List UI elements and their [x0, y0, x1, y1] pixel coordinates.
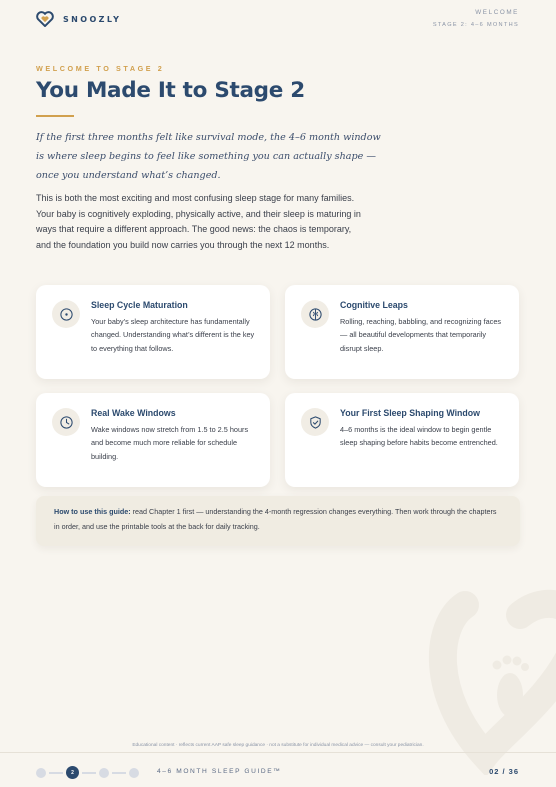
page-title: You Made It to Stage 2	[36, 78, 305, 103]
page-number: 02 / 36	[489, 767, 519, 776]
progress-step	[129, 768, 139, 778]
title-divider	[36, 115, 74, 117]
section-label: WELCOME	[475, 9, 519, 16]
card-description: 4–6 months is the ideal window to begin gentle sleep shaping before habits become entrenched.	[340, 425, 498, 448]
footer-divider	[0, 752, 556, 753]
note-label: How to use this guide:	[54, 507, 131, 516]
brand-name: SNOOZLY	[63, 14, 122, 24]
card-wake-windows	[36, 393, 270, 487]
guide-note	[36, 496, 520, 546]
header-meta	[433, 9, 519, 28]
brain-icon	[301, 300, 329, 328]
guide-title: 4–6 MONTH SLEEP GUIDE™	[157, 768, 282, 775]
progress-connector	[82, 772, 96, 774]
card-description: Rolling, reaching, babbling, and recognizing faces — all beautiful developments that temporarily disrupt sleep.	[340, 317, 502, 353]
progress-connector	[49, 772, 63, 774]
lede-paragraph: If the first three months felt like survival mode, the 4–6 month window is where sleep begins to feel like something you can actually shape — once you understand what’s changed.	[36, 132, 381, 181]
progress-step	[36, 768, 46, 778]
heart-logo-icon	[36, 11, 54, 27]
card-sleep-cycle	[36, 285, 270, 379]
card-description: Wake windows now stretch from 1.5 to 2.5 hours and become much more reliable for schedule building.	[91, 425, 249, 461]
note-text: read Chapter 1 first — understanding the 4-month regression changes everything. Then work through the chapters in order, and use the printable tools at the back for daily tracking.	[54, 507, 497, 531]
card-title: Cognitive Leaps	[340, 300, 408, 310]
card-description: Your baby’s sleep architecture has fundamentally changed. Understanding what’s different is the key to everything that follows.	[91, 317, 255, 353]
card-cognitive-leaps	[285, 285, 519, 379]
progress-connector	[112, 772, 126, 774]
eyebrow: WELCOME TO STAGE 2	[36, 64, 165, 73]
card-title: Real Wake Windows	[91, 408, 176, 418]
card-title: Your First Sleep Shaping Window	[340, 408, 481, 418]
card-title: Sleep Cycle Maturation	[91, 300, 188, 310]
target-icon	[52, 300, 80, 328]
shield-check-icon	[301, 408, 329, 436]
progress-indicator	[36, 766, 139, 779]
progress-step-current: 2	[66, 766, 79, 779]
brand-logo	[36, 11, 121, 27]
stage-label: STAGE 2: 4–6 MONTHS	[432, 22, 519, 28]
body-paragraph: This is both the most exciting and most confusing sleep stage for many families. Your baby is cognitively exploding, physically active, and their sleep is maturing in ways that require a different approach. The good news: the chaos is temporary, and the foundation you build now carries you through the next 12 months.	[36, 193, 361, 250]
card-sleep-shaping	[285, 393, 519, 487]
progress-step	[99, 768, 109, 778]
clock-icon	[52, 408, 80, 436]
disclaimer: Educational content · reflects current AAP safe sleep guidance · not a substitute for individual medical advice — consult your pediatrician.	[132, 743, 424, 748]
